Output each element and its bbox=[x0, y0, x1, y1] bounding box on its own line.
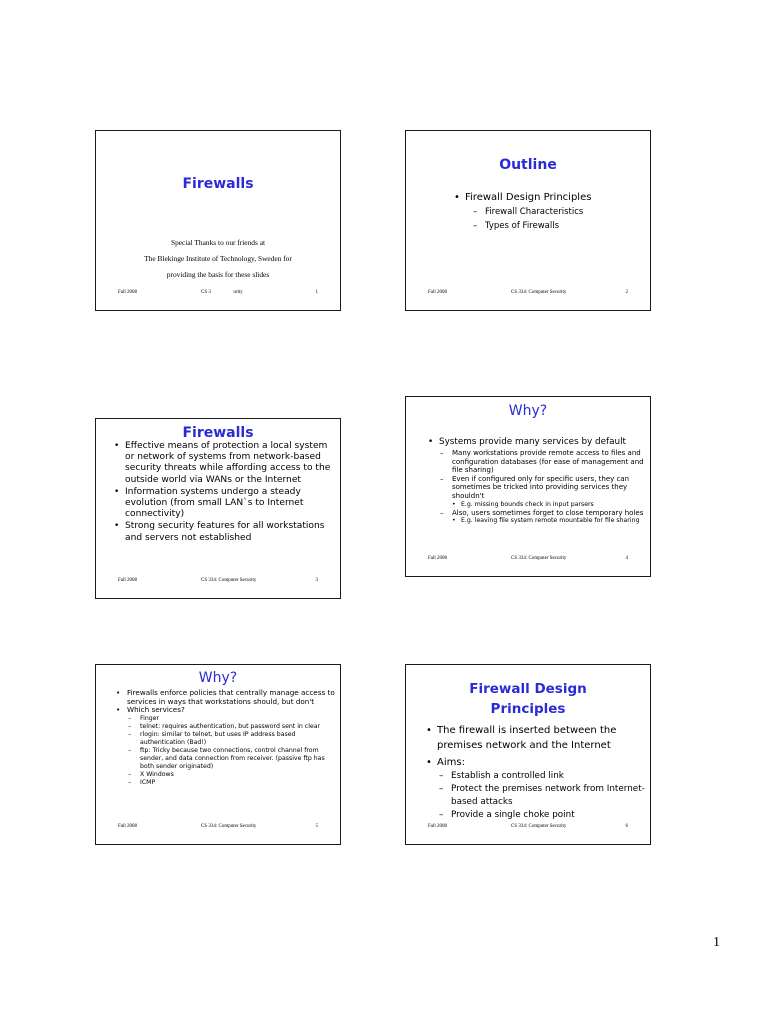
bullet-text: Systems provide many services by default bbox=[439, 437, 626, 447]
slide-3 bbox=[95, 418, 341, 599]
sub-bullet-item: – Types of Firewalls bbox=[473, 219, 639, 233]
sub-bullet-item: – telnet: requires authentication, but password sent in clear bbox=[128, 723, 338, 731]
sub-sub-bullet-item: • E.g. missing bounds check in input parsers bbox=[452, 501, 648, 509]
sub-bullet-text: Even if configured only for specific users, they can sometimes be tricked into providing services they shouldn't bbox=[452, 474, 630, 500]
sub-bullet-item: – ftp: Tricky because two connections, control channel from sender, and data connection from receiver. (passive ftp has both sender originated) bbox=[128, 747, 338, 771]
bullet-list bbox=[116, 689, 338, 787]
bullet-list bbox=[428, 437, 648, 525]
slide-footer bbox=[406, 556, 650, 566]
footer-course: CS 334: Computer Security bbox=[201, 578, 257, 583]
sub-bullet-text: Also, users sometimes forget to close temporary holes bbox=[452, 508, 644, 517]
bullet-item bbox=[428, 437, 648, 525]
footer-course: CS 334: Computer Security bbox=[511, 824, 567, 829]
footer-course: CS 334: Computer Security bbox=[201, 824, 257, 829]
slide-title: Why? bbox=[198, 670, 238, 686]
bullet-list bbox=[114, 441, 339, 544]
sub-bullet-item: – rlogin: similar to telnet, but uses IP address based authentication (Bad!) bbox=[128, 731, 338, 747]
slide-footer bbox=[406, 290, 650, 300]
slide-title: Firewalls bbox=[182, 425, 254, 441]
slide-footer bbox=[406, 824, 650, 834]
footer-date: Fall 2008 bbox=[428, 556, 448, 561]
slide-footer bbox=[96, 578, 340, 588]
bullet-item bbox=[426, 755, 648, 822]
slide-number: 5 bbox=[315, 824, 318, 829]
slide-footer bbox=[96, 824, 340, 834]
slide-number: 3 bbox=[315, 578, 318, 583]
footer-date: Fall 2008 bbox=[118, 578, 138, 583]
slide-number: 2 bbox=[625, 290, 628, 295]
footer-date: Fall 2008 bbox=[428, 824, 448, 829]
bullet-list bbox=[426, 723, 648, 822]
footer-course: CS 334: Computer Security bbox=[511, 290, 567, 295]
sub-bullet-item: – Provide a single choke point bbox=[439, 809, 648, 822]
slide-title: Why? bbox=[508, 403, 548, 419]
slide-credits bbox=[96, 235, 340, 283]
slide-number: 1 bbox=[315, 290, 318, 295]
sub-bullet-item: – Finger bbox=[128, 715, 338, 723]
sub-bullet-item: – Establish a controlled link bbox=[439, 770, 648, 783]
bullet-item: • Effective means of protection a local system or network of systems from network-based security threats while affording access to the outside world via WANs or the Internet bbox=[114, 441, 339, 486]
sub-bullet-text: Many workstations provide remote access to files and configuration databases (for ease of management and file sharing) bbox=[452, 449, 644, 475]
sub-bullet-item bbox=[440, 475, 648, 509]
slide-4 bbox=[405, 396, 651, 577]
sub-bullet-item: – ICMP bbox=[128, 779, 338, 787]
bullet-item: • Strong security features for all workstations and servers not established bbox=[114, 521, 339, 543]
slide-1 bbox=[95, 130, 341, 311]
slide-footer bbox=[96, 290, 340, 300]
sub-bullet-item: – Protect the premises network from Internet-based attacks bbox=[439, 783, 648, 809]
sub-bullet-item bbox=[440, 449, 648, 475]
slide-2 bbox=[405, 130, 651, 311]
slide-title-line: Firewall Design bbox=[469, 681, 587, 697]
bullet-text: Which services? bbox=[127, 705, 185, 715]
bullet-item bbox=[426, 723, 648, 753]
footer-course: CS 334: Computer Security bbox=[511, 556, 567, 561]
slide-number: 4 bbox=[625, 556, 628, 561]
bullet-item bbox=[116, 689, 338, 706]
sub-sub-bullet-item: • E.g. leaving file system remote mountable for file sharing bbox=[452, 517, 648, 525]
bullet-text: Aims: bbox=[437, 757, 465, 768]
bullet-text: Firewalls enforce policies that centrally manage access to services in ways that workstations should, but don't bbox=[127, 688, 335, 706]
page-number: 1 bbox=[713, 935, 720, 950]
slide-5 bbox=[95, 664, 341, 845]
bullet-list bbox=[454, 191, 639, 233]
footer-date: Fall 2008 bbox=[428, 290, 448, 295]
slide-6 bbox=[405, 664, 651, 845]
footer-course: CS 3 urity bbox=[201, 290, 243, 295]
credit-line: The Blekinge Institute of Technology, Sweden for bbox=[144, 254, 292, 263]
sub-bullet-item: – X Windows bbox=[128, 771, 338, 779]
slide-title-line: Principles bbox=[490, 701, 566, 717]
slide-title bbox=[406, 679, 650, 719]
slide-number: 6 bbox=[625, 824, 628, 829]
bullet-item bbox=[454, 191, 639, 233]
footer-date: Fall 2008 bbox=[118, 824, 138, 829]
bullet-text: Firewall Design Principles bbox=[465, 192, 592, 203]
bullet-text: The firewall is inserted between the premises network and the Internet bbox=[437, 725, 617, 751]
footer-date: Fall 2008 bbox=[118, 290, 138, 295]
credit-line: Special Thanks to our friends at bbox=[170, 238, 266, 247]
bullet-item: • Information systems undergo a steady evolution (from small LAN`s to Internet connectivity) bbox=[114, 487, 339, 521]
slide-title: Outline bbox=[499, 157, 557, 173]
bullet-item bbox=[116, 706, 338, 787]
sub-bullet-item: – Firewall Characteristics bbox=[473, 205, 639, 219]
credit-line: providing the basis for these slides bbox=[166, 270, 270, 279]
slide-title: Firewalls bbox=[182, 176, 254, 192]
sub-bullet-item bbox=[440, 509, 648, 526]
